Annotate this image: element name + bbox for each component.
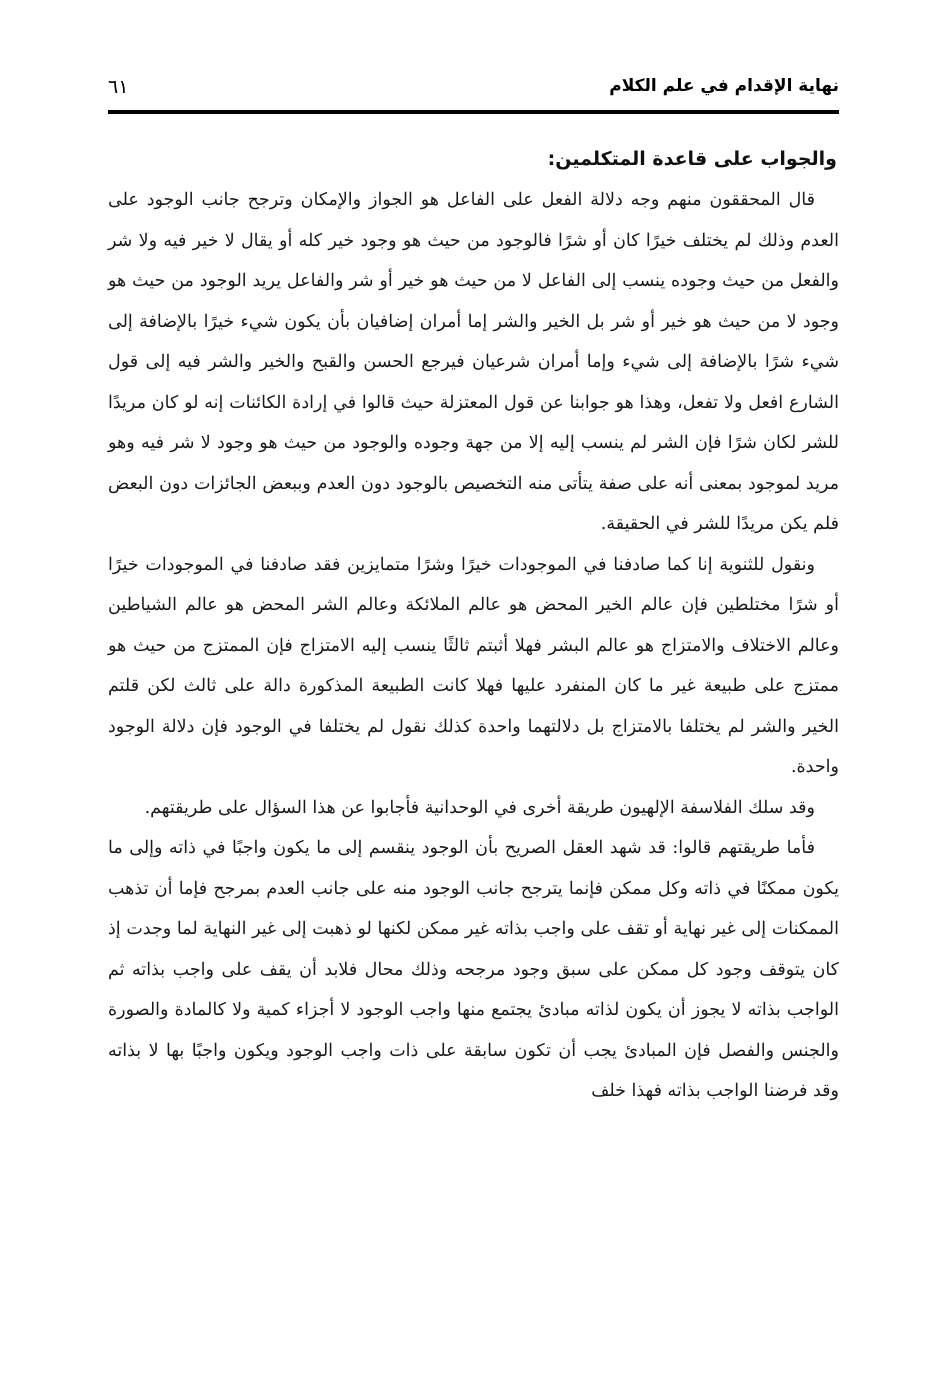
paragraph-4: فأما طريقتهم قالوا: قد شهد العقل الصريح بأن الوجود ينقسم إلى ما يكون واجبًا في ذاته وإلى ما يكون ممكنًا في ذاته وكل ممكن فإنما يترجح جانب الوجود منه على جانب العدم بمرجح فإما أن تذهب الممكنات إلى غير نهاية أو تقف على واجب بذاته غير ممكن لكنها لو ذهبت إلى غير النهاية لما وجدت إذ كان يتوقف وجود كل ممكن على سبق وجود مرجحه وذلك محال فلابد أن يقف على واجب بذاته ثم الواجب بذاته لا يجوز أن يكون لذاته مبادئ يجتمع منها واجب الوجود لا أجزاء كمية ولا كالمادة والصورة والجنس والفصل فإن المبادئ يجب أن تكون سابقة على ذات واجب الوجود ويكون واجبًا بها لا بذاته وقد فرضنا الواجب بذاته فهذا خلف <box>108 838 839 1101</box>
book-title: نهاية الإقدام في علم الكلام <box>609 76 839 96</box>
page-body <box>108 142 839 1112</box>
paragraph-1: قال المحققون منهم وجه دلالة الفعل على الفاعل هو الجواز والإمكان وترجح جانب الوجود على العدم وذلك لم يختلف خيرًا كان أو شرًا فالوجود من حيث هو وجود خير كله أو يقال لا خير فيه ولا شر والفعل من حيث وجوده ينسب إلى الفاعل لا من حيث هو خير أو شر والفاعل يريد الوجود من حيث هو وجود لا من حيث هو خير أو شر بل الخير والشر إما أمران إضافيان بأن يكون شيء خيرًا بالإضافة إلى شيء شرًا بالإضافة إلى شيء وإما أمران شرعيان فيرجع الحسن والقبح والخير والشر فيه إلى قول الشارع افعل ولا تفعل، وهذا هو جوابنا عن قول المعتزلة حيث قالوا في إرادة الكائنات إنه لو كان مريدًا للشر لكان شرًا فإن الشر لم ينسب إليه إلا من جهة وجوده والوجود من حيث هو وجود لا شر فيه وهو مريد لموجود بمعنى أنه على صفة يتأتى منه التخصيص بالوجود دون العدم وببعض الجائزات دون البعض فلم يكن مريدًا للشر في الحقيقة. <box>108 190 839 534</box>
paragraph-3: وقد سلك الفلاسفة الإلهيون طريقة أخرى في الوحدانية فأجابوا عن هذا السؤال على طريقتهم. <box>144 797 815 818</box>
page-number: ٦١ <box>108 76 129 98</box>
paragraph-2: ونقول للثنوية إنا كما صادفنا في الموجودات خيرًا وشرًا متمايزين فقد صادفنا في الموجودات خيرًا أو شرًا مختلطين فإن عالم الخير المحض هو عالم الملائكة وعالم الشر المحض هو عالم الشياطين وعالم الاختلاف والامتزاج هو عالم البشر فهلا أثبتم ثالثًا ينسب إليه الامتزاج فإن الممتزج من حيث هو ممتزج على طبيعة غير ما كان المنفرد عليها فهلا كانت الطبيعة المذكورة دالة على ثالث لكن قلتم الخير والشر لم يختلفا بالامتزاج بل دلالتهما واحدة كذلك نقول لم يختلفا في الوجود فإن دلالة الوجود واحدة. <box>108 554 839 777</box>
running-header <box>108 70 839 110</box>
header-rule <box>108 110 839 114</box>
section-heading: والجواب على قاعدة المتكلمين: <box>547 148 837 170</box>
